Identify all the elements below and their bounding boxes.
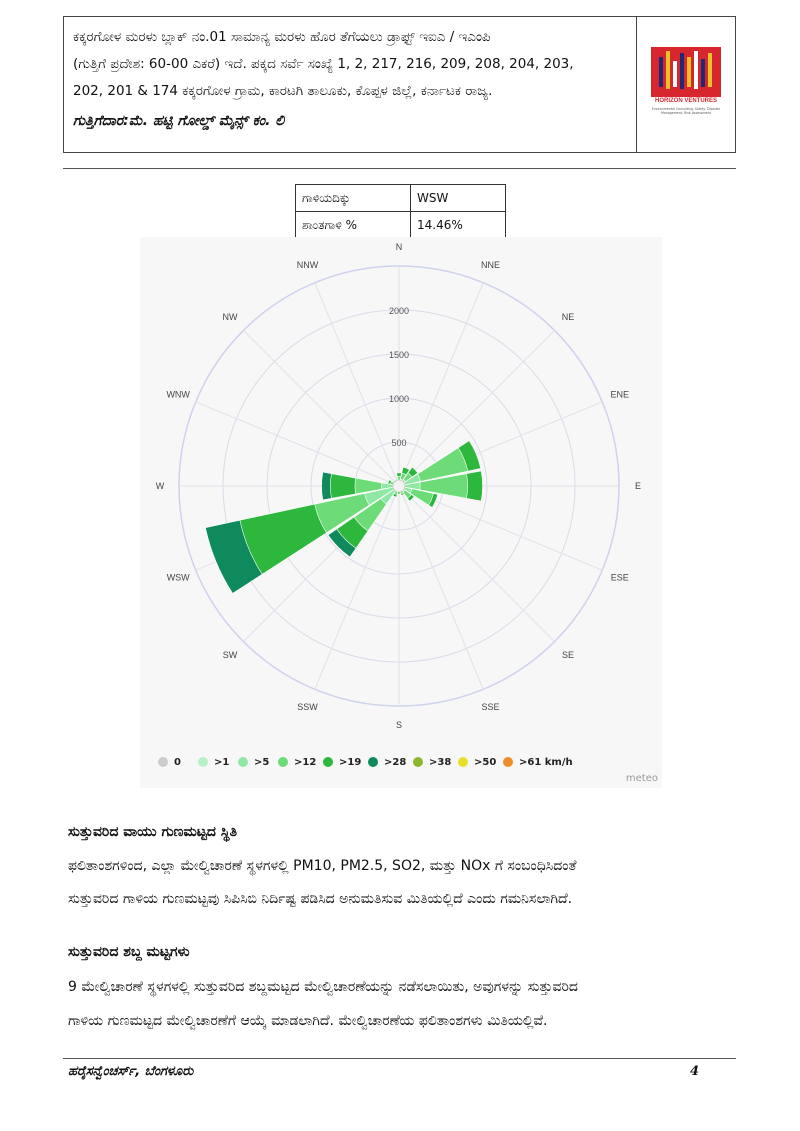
calm-wind-label: ಶಾಂತಗಾಳಿ %: [296, 212, 411, 239]
direction-label: SSE: [481, 701, 500, 712]
header-contractor: ಗುತ್ತಿಗೆದಾರ:ಮೆ. ಹಟ್ಟಿ ಗೋಲ್ಡ್ ಮೈನ್ಸ್ ಕಂ. ಲಿ: [73, 113, 285, 129]
legend-label: >50: [474, 756, 497, 768]
legend-swatch: [458, 757, 468, 767]
wind-speed-legend: [158, 753, 648, 771]
direction-label: ESE: [610, 572, 629, 583]
radial-tick-label: 1000: [388, 394, 410, 404]
direction-label: N: [395, 242, 403, 252]
wind-direction-label: ಗಾಳಿಯದಿಕ್ಕು: [296, 185, 411, 212]
air-quality-line-2: ಸುತ್ತುವರಿದ ಗಾಳಿಯ ಗುಣಮಟ್ಟವು ಸಿಪಿಸಿಬಿ ನಿರ್ದಿಷ್ಟ ಪಡಿಸಿದ ಅನುಮತಿಸುವ ಮಿತಿಯಲ್ಲಿದೆ ಎಂದು ಗಮನಿಸಲಾಗಿದೆ.: [68, 891, 573, 907]
legend-label: >5: [254, 756, 270, 768]
legend-label: >1: [214, 756, 230, 768]
wind-info-table: [295, 184, 506, 239]
legend-label: 0: [174, 756, 181, 768]
legend-swatch: [238, 757, 248, 767]
legend-item: [413, 753, 451, 771]
legend-label: >19: [339, 756, 362, 768]
legend-item: [278, 753, 316, 771]
header-title-line-3: 202, 201 & 174 ಕಕ್ಕರಗೋಳ ಗ್ರಾಮ, ಕಾರಟಗಿ ತಾಲೂಕು, ಕೊಪ್ಪಳ ಜಿಲ್ಲೆ, ಕರ್ನಾಟಕ ರಾಜ್ಯ.: [73, 83, 493, 99]
grid-spoke: [196, 402, 399, 486]
direction-label: WSW: [166, 572, 190, 583]
direction-label: SE: [561, 649, 575, 660]
radial-tick-label: 1500: [388, 350, 410, 360]
direction-label: W: [155, 481, 165, 491]
header-title-block: [64, 17, 637, 152]
wind-rose-svg: [140, 237, 662, 747]
radial-tick-label: 2000: [388, 306, 410, 316]
direction-label: NE: [561, 312, 575, 323]
legend-item: [238, 753, 269, 771]
grid-spoke: [399, 486, 483, 689]
legend-swatch: [198, 757, 208, 767]
legend-swatch: [503, 757, 513, 767]
footer-company: ಹರೈಸನ್ವೆಂಚರ್ಸ್, ಬೆಂಗಳೂರು: [68, 1064, 194, 1079]
legend-swatch: [278, 757, 288, 767]
wind-rose-chart: [140, 237, 662, 788]
legend-item: [198, 753, 229, 771]
legend-label: >12: [294, 756, 317, 768]
direction-label: ENE: [610, 389, 630, 400]
direction-label: NNE: [480, 260, 500, 271]
calm-center: [393, 480, 405, 492]
air-quality-line-1: ಫಲಿತಾಂಶಗಳಿಂದ, ಎಲ್ಲಾ ಮೇಲ್ವಿಚಾರಣೆ ಸ್ಥಳಗಳಲ್ಲಿ PM10, PM2.5, SO2, ಮತ್ತು NOx ಗೆ ಸಂಬಂಧಿಸಿದಂತೆ: [68, 858, 577, 874]
legend-swatch: [413, 757, 423, 767]
noise-levels-line-1: 9 ಮೇಲ್ವಿಚಾರಣೆ ಸ್ಥಳಗಳಲ್ಲಿ ಸುತ್ತುವರಿದ ಶಬ್ದಮಟ್ಟದ ಮೇಲ್ವಿಚಾರಣೆಯನ್ನು ನಡೆಸಲಾಯಿತು, ಅವುಗಳನ್ನು ಸುತ್ತುವರಿದ: [68, 979, 578, 995]
legend-item: [503, 753, 573, 771]
radial-tick-label: 500: [391, 438, 407, 448]
legend-swatch: [158, 757, 168, 767]
header-title-line-1: ಕಕ್ಕರಗೋಳ ಮರಳು ಬ್ಲಾಕ್ ನಂ.01 ಸಾಮಾನ್ಯ ಮರಳು ಹೊರ ತೆಗೆಯಲು ಡ್ರಾಫ್ಟ್ ಇಐಎ / ಇಎಂಪಿ: [73, 29, 491, 45]
direction-label: S: [395, 720, 403, 730]
noise-levels-heading: ಸುತ್ತುವರಿದ ಶಬ್ದ ಮಟ್ಟಗಳು: [68, 944, 190, 960]
air-quality-heading: ಸುತ್ತುವರಿದ ವಾಯು ಗುಣಮಟ್ಟದ ಸ್ಥಿತಿ: [68, 824, 238, 840]
meteo-credit: meteo: [625, 773, 658, 784]
header-divider: [63, 168, 736, 169]
direction-label: NW: [222, 312, 238, 323]
legend-label: >38: [429, 756, 452, 768]
direction-label: WNW: [166, 389, 190, 400]
footer-divider: [63, 1058, 736, 1059]
legend-item: [458, 753, 496, 771]
logo-bars-graphic: [651, 47, 721, 97]
direction-label: E: [634, 481, 642, 491]
legend-item: [368, 753, 406, 771]
page-number: 4: [690, 1064, 700, 1079]
direction-label: SSW: [297, 701, 318, 712]
grid-spoke: [315, 283, 399, 486]
document-header: [63, 16, 736, 153]
table-row: [296, 212, 506, 239]
noise-levels-line-2: ಗಾಳಿಯ ಗುಣಮಟ್ಟದ ಮೇಲ್ವಿಚಾರಣೆಗೆ ಆಯ್ಕೆ ಮಾಡಲಾಗಿದೆ. ಮೇಲ್ವಿಚಾರಣೆಯ ಫಲಿತಾಂಶಗಳು ಮಿತಿಯಲ್ಲಿವೆ.: [68, 1013, 548, 1029]
header-title-line-2: (ಗುತ್ತಿಗೆ ಪ್ರದೇಶ: 60-00 ಎಕರೆ) ಇದೆ. ಪಕ್ಕದ ಸರ್ವೆ ಸಂಖ್ಯೆ 1, 2, 217, 216, 209, 208, 204, 203,: [73, 56, 574, 72]
grid-spoke: [399, 486, 555, 642]
legend-label: >61 km/h: [519, 756, 573, 768]
direction-label: SW: [222, 649, 238, 660]
grid-spoke: [243, 330, 399, 486]
logo-cell: [637, 17, 735, 152]
horizon-ventures-logo: [651, 47, 721, 123]
calm-wind-value: 14.46%: [411, 212, 506, 239]
direction-label: NNW: [296, 260, 319, 271]
legend-item: [158, 753, 181, 771]
table-row: [296, 185, 506, 212]
wind-direction-value: WSW: [411, 185, 506, 212]
legend-swatch: [323, 757, 333, 767]
logo-tagline: Environmental Consulting, Safety, Disaster Management, Risk Assessment: [651, 106, 721, 115]
legend-item: [323, 753, 361, 771]
logo-name: HORIZON VENTURES: [654, 97, 717, 104]
legend-swatch: [368, 757, 378, 767]
legend-label: >28: [384, 756, 407, 768]
